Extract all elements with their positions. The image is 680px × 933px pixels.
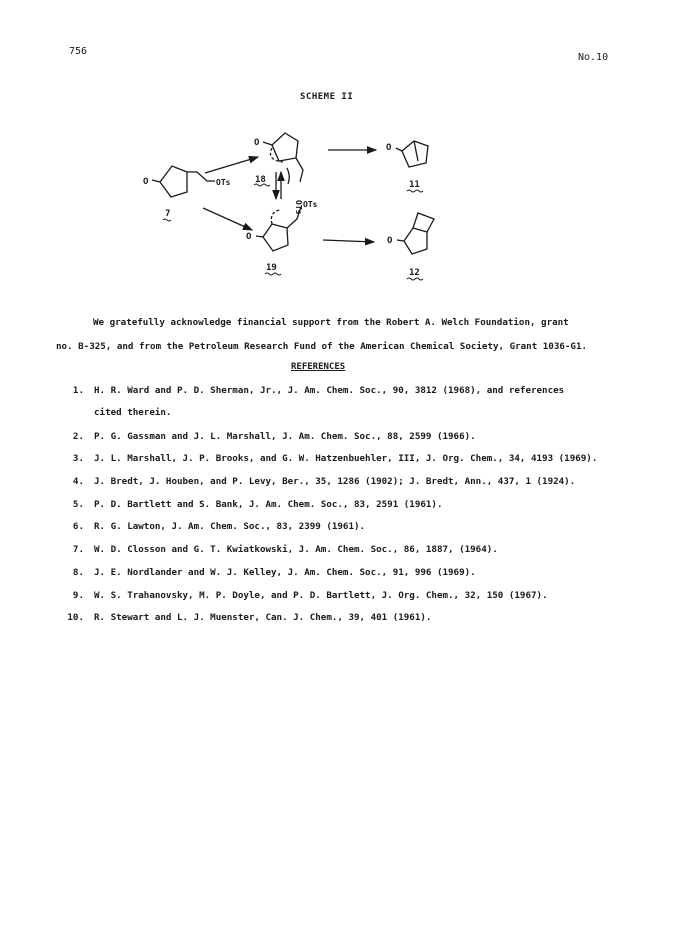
reference-item: 2. P. G. Gassman and J. L. Marshall, J. Am. Chem. Soc., 88, 2599 (1966). [72, 431, 476, 442]
reference-item: 6. R. G. Lawton, J. Am. Chem. Soc., 83, 2399 (1961). [72, 521, 366, 532]
product-11-oxygen-label: O [386, 143, 392, 153]
reactant-oxygen-label: O [143, 177, 149, 187]
ion-18-oxygen-label: O [254, 138, 260, 148]
ion-18-structure [263, 133, 303, 184]
compound-11-label: 11 [409, 180, 420, 190]
acknowledgment-line-1: We gratefully acknowledge financial support from the Robert A. Welch Foundation, grant [93, 317, 569, 328]
journal-issue: No.10 [578, 52, 609, 63]
compound-19-label: 19 [266, 263, 277, 273]
reference-item: 9. W. S. Trahanovsky, M. P. Doyle, and P. D. Bartlett, J. Org. Chem., 32, 150 (1967). [72, 590, 548, 601]
compound-7-underline [163, 219, 171, 221]
product-11-structure [396, 141, 428, 167]
scheme-title: SCHEME II [300, 92, 354, 102]
ion-19-ots-label: OTs [303, 200, 318, 209]
reactant-7-structure [152, 166, 215, 197]
arrow-19-to-12 [323, 240, 374, 242]
reference-item: 8. J. E. Nordlander and W. J. Kelley, J. Am. Chem. Soc., 91, 996 (1969). [72, 567, 476, 578]
compound-11-underline [407, 190, 423, 192]
compound-19-underline [265, 273, 281, 275]
acknowledgment-line-2: no. B-325, and from the Petroleum Research Fund of the American Chemical Society, Grant 1036-G1. [56, 341, 588, 352]
reaction-scheme [0, 0, 680, 300]
compound-7-label: 7 [165, 209, 171, 219]
reference-continuation: cited therein. [94, 407, 172, 418]
compound-12-label: 12 [409, 268, 420, 278]
reference-item: 1. H. R. Ward and P. D. Sherman, Jr., J. Am. Chem. Soc., 90, 3812 (1968), and references [72, 385, 565, 396]
ion-18-ots-label: OTs [294, 200, 303, 215]
product-12-oxygen-label: O [387, 236, 393, 246]
reference-item: 10. R. Stewart and L. J. Muenster, Can. J. Chem., 39, 401 (1961). [67, 612, 432, 623]
reference-item: 7. W. D. Closson and G. T. Kwiatkowski, J. Am. Chem. Soc., 86, 1887, (1964). [72, 544, 498, 555]
ion-19-oxygen-label: O [246, 232, 252, 242]
reactant-ots-label: OTs [216, 178, 231, 187]
arrow-7-to-19 [203, 208, 252, 230]
page-number: 756 [69, 46, 88, 57]
compound-12-underline [407, 278, 423, 280]
compound-18-label: 18 [255, 175, 266, 185]
reference-item: 5. P. D. Bartlett and S. Bank, J. Am. Chem. Soc., 83, 2591 (1961). [72, 499, 443, 510]
references-heading: REFERENCES [291, 362, 346, 372]
reference-item: 4. J. Bredt, J. Houben, and P. Levy, Ber., 35, 1286 (1902); J. Bredt, Ann., 437, 1 (1924). [72, 476, 576, 487]
product-12-structure [397, 213, 434, 254]
reference-item: 3. J. L. Marshall, J. P. Brooks, and G. W. Hatzenbuehler, III, J. Org. Chem., 34, 4193 (1969). [72, 453, 598, 464]
arrow-7-to-18 [205, 157, 258, 173]
